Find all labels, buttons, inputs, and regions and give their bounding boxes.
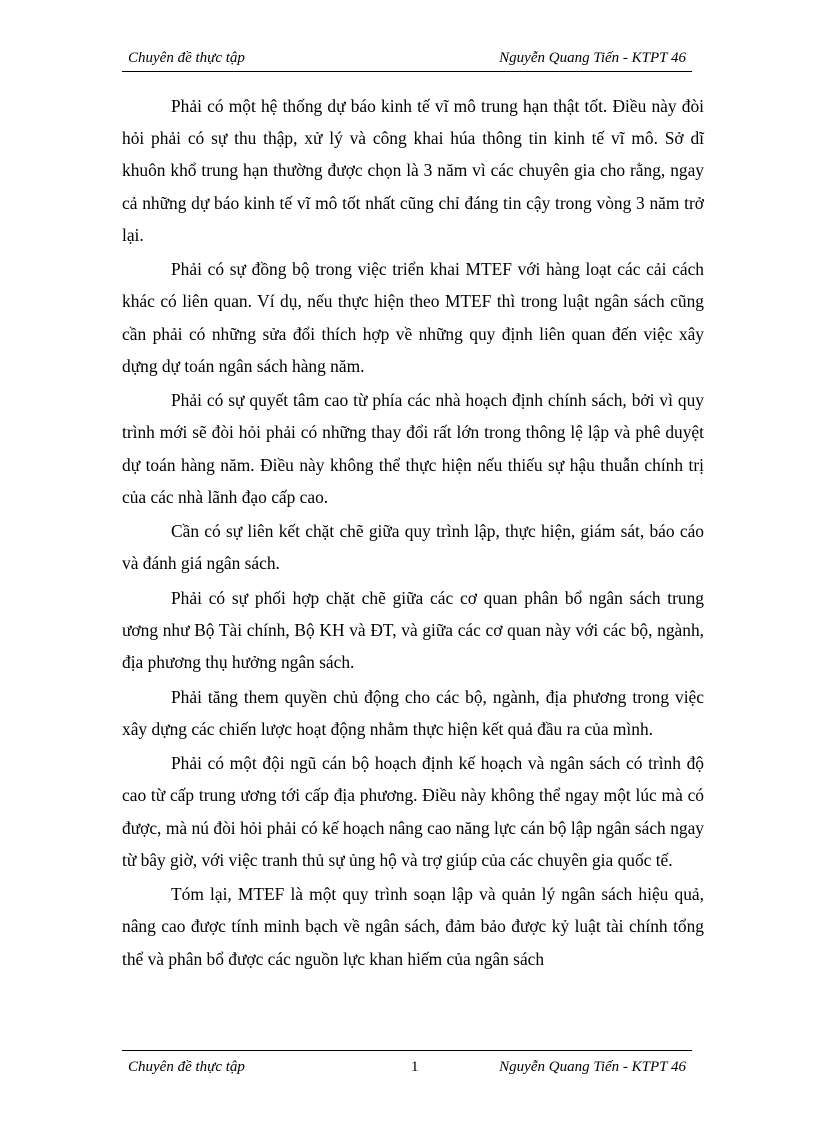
paragraph-staff: Phải có một đội ngũ cán bộ hoạch định kế hoạch và ngân sách có trình độ cao từ cấp trung ương tới cấp địa phương. Điều này không thể ngay một lúc mà có được, mà nú đòi hỏi phải có kế hoạch nâng cao năng lực cán bộ lập ngân sách ngay từ bây giờ, với việc tranh thủ sự ủng hộ và trợ giúp của các chuyên gia quốc tế. (122, 753, 704, 870)
page-header (122, 49, 692, 72)
page-number: 1 (411, 1059, 419, 1075)
paragraph-linkage: Cần có sự liên kết chặt chẽ giữa quy trình lập, thực hiện, giám sát, báo cáo và đánh giá ngân sách. (122, 521, 704, 574)
document-body (122, 90, 704, 977)
paragraph-autonomy: Phải tăng them quyền chủ động cho các bộ, ngành, địa phương trong việc xây dựng các chiến lược hoạt động nhằm thực hiện kết quả đầu ra của mình. (122, 686, 704, 739)
footer-author: Nguyễn Quang Tiến - KTPT 46 (499, 1059, 686, 1075)
header-document-type: Chuyên đề thực tập (128, 50, 245, 66)
paragraph-forecasting: Phải có một hệ thống dự báo kinh tế vĩ mô trung hạn thật tốt. Điều này đòi hỏi phải có sự thu thập, xử lý và công khai húa thông tin kinh tế vĩ mô. Sở dĩ khuôn khổ trung hạn thường được chọn là 3 năm vì các chuyên gia cho rằng, ngay cả những dự báo kinh tế vĩ mô tốt nhất cũng chỉ đáng tin cậy trong vòng 3 năm trở lại. (122, 96, 704, 245)
footer-document-type: Chuyên đề thực tập (128, 1059, 245, 1075)
paragraph-coordination: Phải có sự phối hợp chặt chẽ giữa các cơ quan phân bổ ngân sách trung ương như Bộ Tài chính, Bộ KH và ĐT, và giữa các cơ quan này với các bộ, ngành, địa phương thụ hưởng ngân sách. (122, 587, 704, 673)
page-footer (122, 1050, 692, 1079)
paragraph-determination: Phải có sự quyết tâm cao từ phía các nhà hoạch định chính sách, bởi vì quy trình mới sẽ đòi hỏi phải có những thay đổi rất lớn trong thông lệ lập và phê duyệt dự toán hàng năm. Điều này không thể thực hiện nếu thiếu sự hậu thuẫn chính trị của các nhà lãnh đạo cấp cao. (122, 390, 704, 507)
paragraph-conclusion: Tóm lại, MTEF là một quy trình soạn lập và quản lý ngân sách hiệu quả, nâng cao được tính minh bạch về ngân sách, đảm bảo được kỷ luật tài chính tổng thể và phân bổ được các nguồn lực khan hiếm của ngân sách (122, 884, 704, 969)
header-author: Nguyễn Quang Tiến - KTPT 46 (499, 50, 686, 66)
paragraph-synchronization: Phải có sự đồng bộ trong việc triển khai MTEF với hàng loạt các cải cách khác có liên quan. Ví dụ, nếu thực hiện theo MTEF thì trong luật ngân sách cũng cần phải có những sửa đổi thích hợp về những quy định liên quan đến việc xây dựng dự toán ngân sách hàng năm. (122, 259, 704, 376)
